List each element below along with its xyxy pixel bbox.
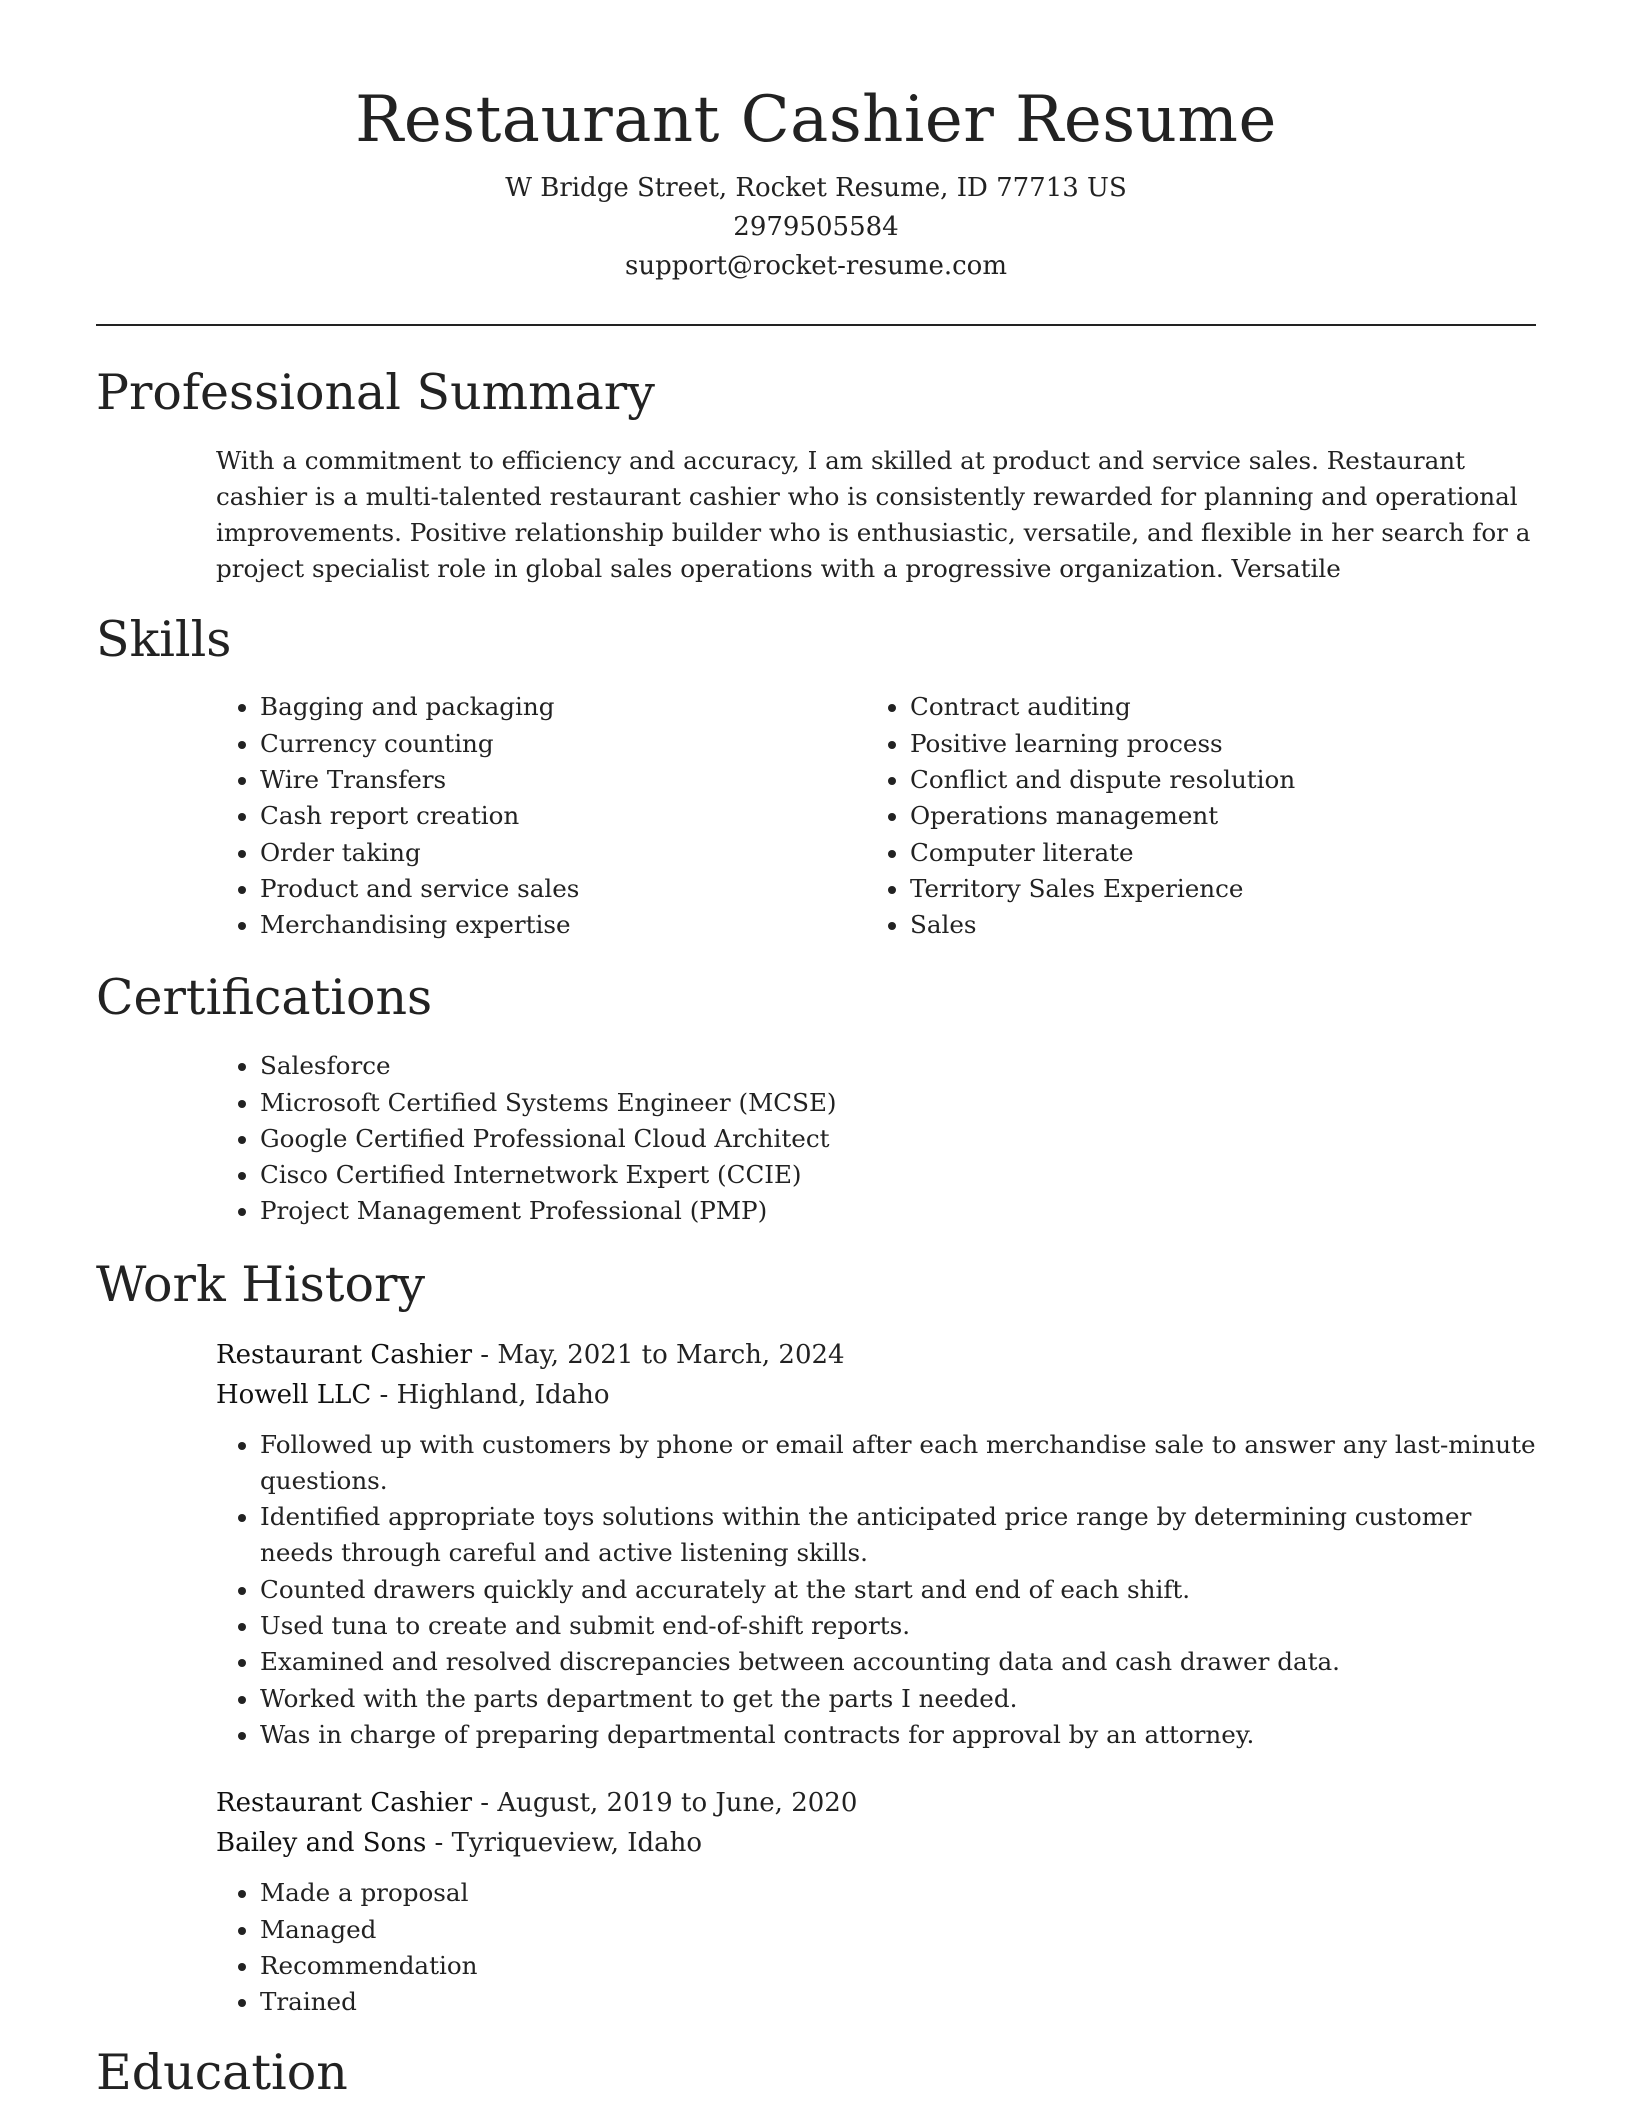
email-text: support@rocket-resume.com [624, 250, 1007, 281]
skill-item: • Order taking [260, 835, 866, 871]
job-bullet: • Counted drawers quickly and accurately at the start and end of each shift. [260, 1572, 1536, 1608]
skills-heading: Skills [96, 610, 232, 668]
job-company: Howell LLC [216, 1379, 372, 1410]
certification-item: • Project Management Professional (PMP) [260, 1193, 1536, 1229]
skill-item: • Positive learning process [910, 726, 1516, 762]
skills-column-right [866, 689, 1516, 943]
job-dates: - August, 2019 to June, 2020 [472, 1788, 858, 1819]
job-dates: - May, 2021 to March, 2024 [472, 1339, 845, 1370]
education-heading: Education [96, 2044, 348, 2102]
header-divider [96, 324, 1536, 326]
skills-grid [216, 689, 1536, 943]
job-bullet: • Identified appropriate toys solutions within the anticipated price range by determining customer needs through careful and active listening skills. [260, 1499, 1536, 1572]
skill-item: • Operations management [910, 798, 1516, 834]
skill-item: • Contract auditing [910, 689, 1516, 725]
job-bullets [216, 1875, 1536, 2020]
skill-item: • Bagging and packaging [260, 689, 866, 725]
work-history-heading: Work History [96, 1255, 426, 1313]
certifications-list [216, 1048, 1536, 1229]
job-bullet: • Examined and resolved discrepancies between accounting data and cash drawer data. [260, 1644, 1536, 1680]
skill-item: • Merchandising expertise [260, 907, 866, 943]
summary-heading: Professional Summary [96, 363, 655, 421]
job-company-line [216, 1823, 1536, 1863]
job-bullets [216, 1427, 1536, 1754]
job-bullet: • Followed up with customers by phone or email after each merchandise sale to answer any last-minute questions. [260, 1427, 1536, 1500]
phone-text: 2979505584 [733, 211, 899, 242]
resume-header [0, 0, 1632, 286]
skill-item: • Product and service sales [260, 871, 866, 907]
certification-item: • Salesforce [260, 1048, 1536, 1084]
job-bullet: • Was in charge of preparing departmental contracts for approval by an attorney. [260, 1717, 1536, 1753]
contact-info [0, 169, 1632, 286]
job-company-line [216, 1375, 1536, 1415]
skills-column-left [216, 689, 866, 943]
skill-item: • Computer literate [910, 835, 1516, 871]
resume-title: Restaurant Cashier Resume [355, 83, 1277, 157]
job-bullet: • Made a proposal [260, 1875, 1536, 1911]
skill-item: • Currency counting [260, 726, 866, 762]
skill-item: • Sales [910, 907, 1516, 943]
job-bullet: • Trained [260, 1984, 1536, 2020]
job-location: - Tyriqueview, Idaho [426, 1828, 703, 1859]
certification-item: • Google Certified Professional Cloud Architect [260, 1121, 1536, 1157]
job-bullet: • Worked with the parts department to get the parts I needed. [260, 1681, 1536, 1717]
job-bullet: • Recommendation [260, 1948, 1536, 1984]
job-bullet: • Used tuna to create and submit end-of-shift reports. [260, 1608, 1536, 1644]
job-role: Restaurant Cashier [216, 1339, 473, 1370]
job-entry [216, 1783, 1536, 2020]
certification-item: • Cisco Certified Internetwork Expert (CCIE) [260, 1157, 1536, 1193]
skill-item: • Cash report creation [260, 798, 866, 834]
job-role: Restaurant Cashier [216, 1788, 473, 1819]
job-location: - Highland, Idaho [371, 1379, 610, 1410]
address-text: W Bridge Street, Rocket Resume, ID 77713 US [505, 172, 1127, 203]
job-title-line [216, 1783, 1536, 1823]
skill-item: • Wire Transfers [260, 762, 866, 798]
job-company: Bailey and Sons [216, 1828, 427, 1859]
job-bullet: • Managed [260, 1912, 1536, 1948]
certifications-heading: Certifications [96, 969, 433, 1027]
job-title-line [216, 1335, 1536, 1375]
certification-item: • Microsoft Certified Systems Engineer (MCSE) [260, 1085, 1536, 1121]
summary-text: With a commitment to efficiency and accuracy, I am skilled at product and service sales. Restaurant cashier is a multi-talented restaurant cashier who is consistently rewarded for planning and operational improvements. Positive relationship builder who is enthusiastic, versatile, and flexible in her search for a project specialist role in global sales operations with a progressive organization. Versatile [216, 445, 1531, 583]
job-entry [216, 1335, 1536, 1754]
skill-item: • Conflict and dispute resolution [910, 762, 1516, 798]
skill-item: • Territory Sales Experience [910, 871, 1516, 907]
